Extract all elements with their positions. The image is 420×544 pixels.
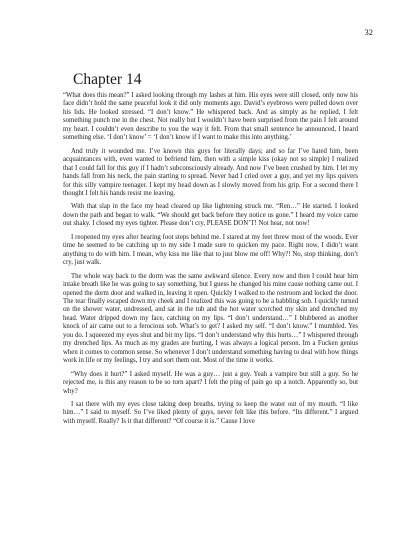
paragraph: “What does this mean?” I asked looking through my lashes at him. His eyes were still closed, only now his face didn’t hold the same peaceful look it did only moments ago. David’s eyebrows were pulled down over his lids. He looked stressed. “I don’t know.” He whispered back. And as simply as he replied, I felt something punch me in the chest. Not really but I wouldn’t have been surprised from the pain I felt around my heart. I couldn’t even describe to you the way it felt. From that small sentence he announced, I heard something else. ‘I don’t know’ = ‘I don’t know if I want to make this into anything.’	[63, 92, 358, 142]
paragraph: And truly it wounded me. I’ve known this guys for literally days; and so far I’ve hated him, been acquaintances with, even wanted to befriend him, then with a simple kiss (okay not so simple) I realized that I could fall for this guy if I hadn’t subconsciously already. And now I’ve been crushed by him. I let my hands fall from his neck, the pain starting to spread. Never had I cried over a guy, and yet my lips quivers for this silly vampire teenager. I kept my head down as I slowly moved from his grip. For a second there I thought I felt his hands resist me leaving.	[63, 147, 358, 197]
paragraph: I reopened my eyes after hearing foot steps behind me. I stared at my feet threw most of the woods. Ever time he seemed to be catching up to my side I made sure to quicken my pace. Right now, I didn’t want anything to do with him. I mean, why kiss me like that to just blow me off! Why?! No, stop thinking, don’t cry, just walk.	[63, 233, 358, 267]
chapter-body	[63, 92, 358, 431]
page-number: 32	[364, 27, 373, 37]
paragraph: With that slap in the face my head cleared up like lightening struck me. “Ren…” He started. I looked down the path and began to walk. “We should get back before they notice us gone.” I heard my voice came out shaky. I closed my eyes tighter. Please don’t cry, PLEASE DON’T! Not hear, not now!	[63, 203, 358, 228]
paragraph: The whole way back to the dorm was the same awkward silence. Every now and then I could hear him intake breath like he was going to say something, but I guess he changed his mine cause nothing came out. I opened the dorm door and walked in, leaving it open. Quickly I walked to the restroom and locked the door. The tear finally escaped down my cheek and I realized this was going to be a babbling sob. I quickly turned on the shower water, undressed, and sat in the tub and the hot water scorched my skin and drenched my head. Water dripped down my face, catching on my lips. “I don’t understand…” I blubbered as another knock of air came out to a ferocious sob. What’s to get? I asked my self. “I don’t know.” I mumbled. Yes you do. I squeezed my eyes shut and bit my lips. “I don’t understand why this hurts…” I whispered through my drenched lips. As much as my grades are hurting, I was always a logical person. Im a Fucken genius when it comes to common sense. So whenever I don’t understand something having to deal with how things work in life or my feelings, I try and sort them out. Most of the time it works.	[63, 272, 358, 365]
paragraph: “Why does it hurt?” I asked myself. He was a guy… just a guy. Yeah a vampire but still a guy. So he rejected me, is this any reason to be so torn apart? I felt the ping of pain go up a notch. Apparently so, but why?	[63, 370, 358, 395]
chapter-title: Chapter 14	[73, 71, 142, 88]
paragraph: I sat there with my eyes close taking deep breaths, trying to keep the water out of my mouth. “I like him…” I said to myself. So I’ve liked plenty of guys, never felt like this before. “Its different.” I argued with myself. Really? Is it that different? “Of course it is.” Cause I love	[63, 400, 358, 425]
